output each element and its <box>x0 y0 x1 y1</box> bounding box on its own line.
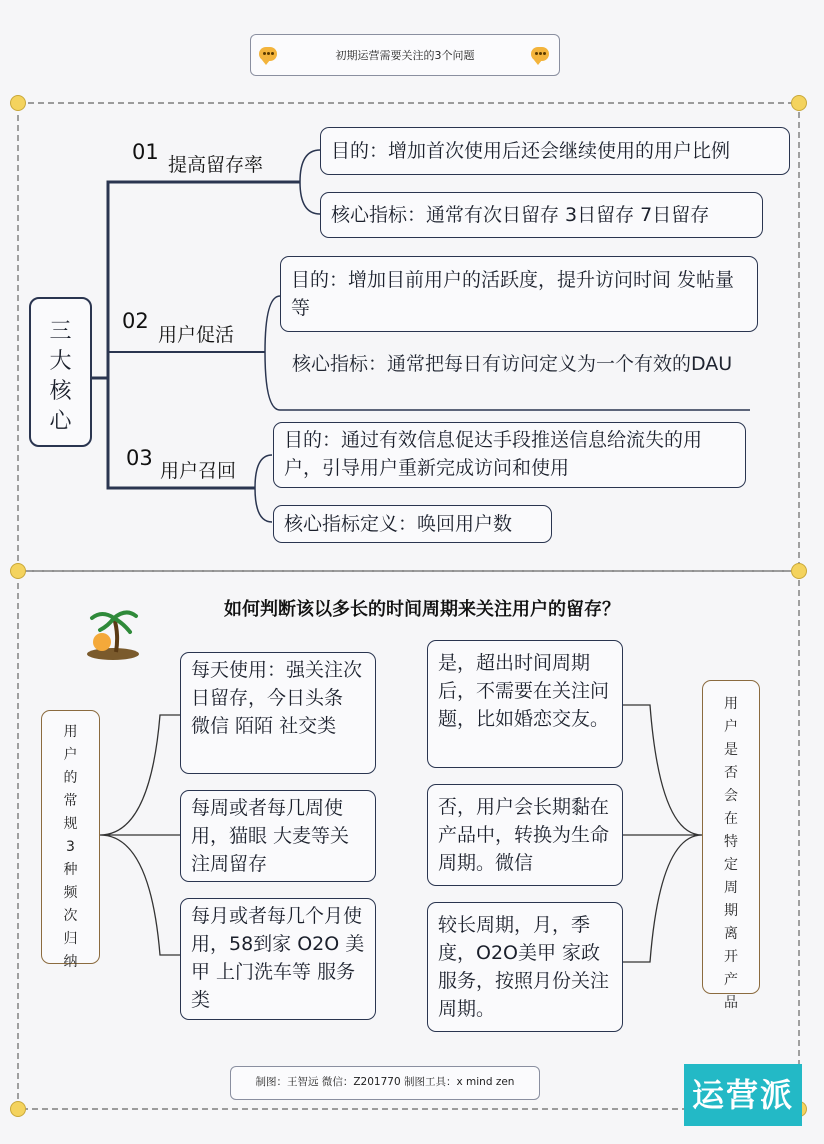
right-root <box>702 680 760 1011</box>
section-number: 02 <box>122 309 149 333</box>
right-root-text: 用户是否会在特定周期离开产品 <box>724 696 738 1011</box>
question-title: 如何判断该以多长的时间周期来关注用户的留存？ <box>224 599 620 620</box>
section-label: 用户召回 <box>160 460 237 482</box>
footer-credit: 制图：王智远 微信：Z201770 制图工具：x mind zen <box>230 1066 540 1100</box>
corner-dot <box>791 95 807 111</box>
section-label: 提高留存率 <box>168 154 264 176</box>
frequency-node: 每周或者每几周使用，猫眼 大麦等关注周留存 <box>180 790 376 882</box>
root-node: 三大核心 <box>29 297 92 447</box>
section-number: 01 <box>132 140 159 164</box>
answer-node: 是，超出时间周期后，不需要在关注问题，比如婚恋交友。 <box>427 640 623 768</box>
answer-node: 较长周期，月，季度，O2O美甲 家政服务，按照月份关注周期。 <box>427 902 623 1032</box>
section-number: 03 <box>126 446 153 470</box>
corner-dot <box>10 1101 26 1117</box>
left-root <box>41 710 100 970</box>
corner-dot <box>10 95 26 111</box>
metric-node: 核心指标定义：唤回用户数 <box>273 505 552 543</box>
section-label: 用户促活 <box>158 324 235 346</box>
metric-node: 核心指标：通常有次日留存 3日留存 7日留存 <box>320 192 763 238</box>
left-root-text: 用户的常规3种频次归纳 <box>63 724 78 970</box>
goal-node: 目的：增加首次使用后还会继续使用的用户比例 <box>320 127 790 175</box>
corner-dot <box>10 563 26 579</box>
frequency-node: 每天使用：强关注次日留存，今日头条 微信 陌陌 社交类 <box>180 652 376 774</box>
page-title: 初期运营需要关注的3个问题 <box>335 49 475 62</box>
corner-dot <box>791 563 807 579</box>
goal-node: 目的：通过有效信息促达手段推送信息给流失的用户，引导用户重新完成访问和使用 <box>273 422 746 488</box>
frequency-node: 每月或者每几个月使用，58到家 O2O 美甲 上门洗车等 服务类 <box>180 898 376 1020</box>
watermark-logo: 运营派 <box>684 1064 802 1126</box>
goal-node: 目的：增加目前用户的活跃度，提升访问时间 发帖量等 <box>280 256 758 332</box>
metric-node: 核心指标：通常把每日有访问定义为一个有效的DAU <box>292 353 733 375</box>
answer-node: 否，用户会长期黏在产品中，转换为生命周期。微信 <box>427 784 623 886</box>
